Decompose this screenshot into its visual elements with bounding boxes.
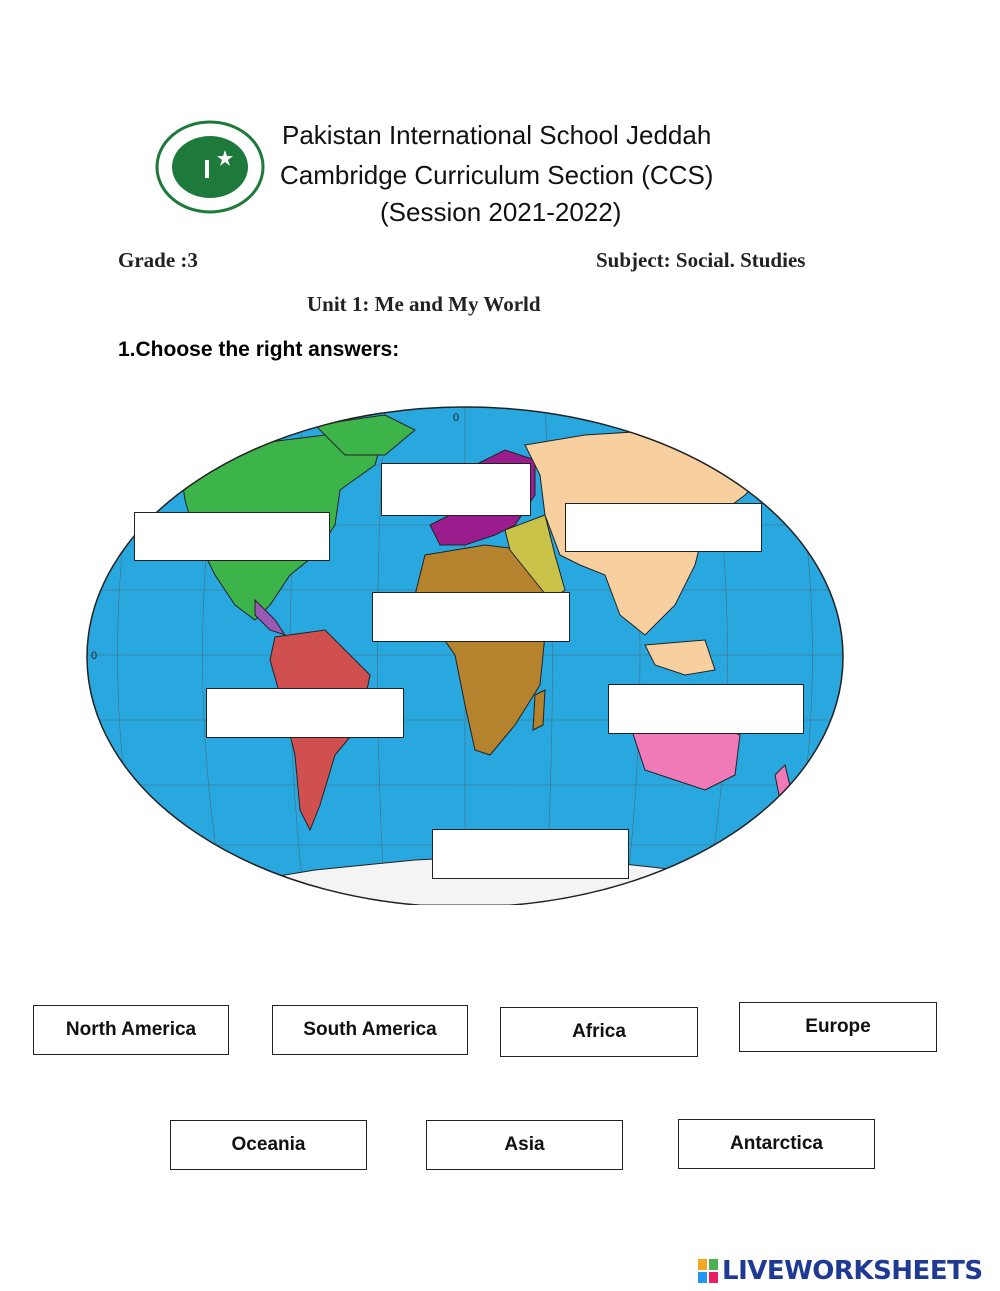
liveworksheets-brand: LIVEWORKSHEETS [722, 1256, 983, 1286]
drop-box-asia[interactable] [565, 503, 762, 552]
question-text: 1.Choose the right answers: [118, 338, 400, 361]
map-top-label: 0 [453, 412, 460, 424]
answer-asia[interactable]: Asia [426, 1120, 623, 1170]
liveworksheets-logo [698, 1256, 983, 1286]
school-logo [155, 120, 265, 215]
grade-label: Grade :3 [118, 248, 198, 272]
drop-box-oceania[interactable] [608, 684, 804, 734]
liveworksheets-icon [698, 1259, 718, 1283]
drop-box-europe[interactable] [381, 463, 531, 516]
answer-north-america[interactable]: North America [33, 1005, 229, 1055]
drop-box-antarctica[interactable] [432, 829, 629, 879]
drop-box-north-america[interactable] [134, 512, 330, 561]
session: (Session 2021-2022) [380, 197, 622, 227]
answer-antarctica[interactable]: Antarctica [678, 1119, 875, 1169]
map-left-label: 0 [91, 650, 98, 662]
answer-europe[interactable]: Europe [739, 1002, 937, 1052]
answer-oceania[interactable]: Oceania [170, 1120, 367, 1170]
subject-label: Subject: Social. Studies [596, 248, 806, 272]
drop-box-africa[interactable] [372, 592, 570, 642]
curriculum-section: Cambridge Curriculum Section (CCS) [280, 160, 714, 190]
unit-title: Unit 1: Me and My World [307, 292, 541, 316]
school-name: Pakistan International School Jeddah [282, 120, 712, 150]
answer-africa[interactable]: Africa [500, 1007, 698, 1057]
drop-box-south-america[interactable] [206, 688, 404, 738]
answer-south-america[interactable]: South America [272, 1005, 468, 1055]
